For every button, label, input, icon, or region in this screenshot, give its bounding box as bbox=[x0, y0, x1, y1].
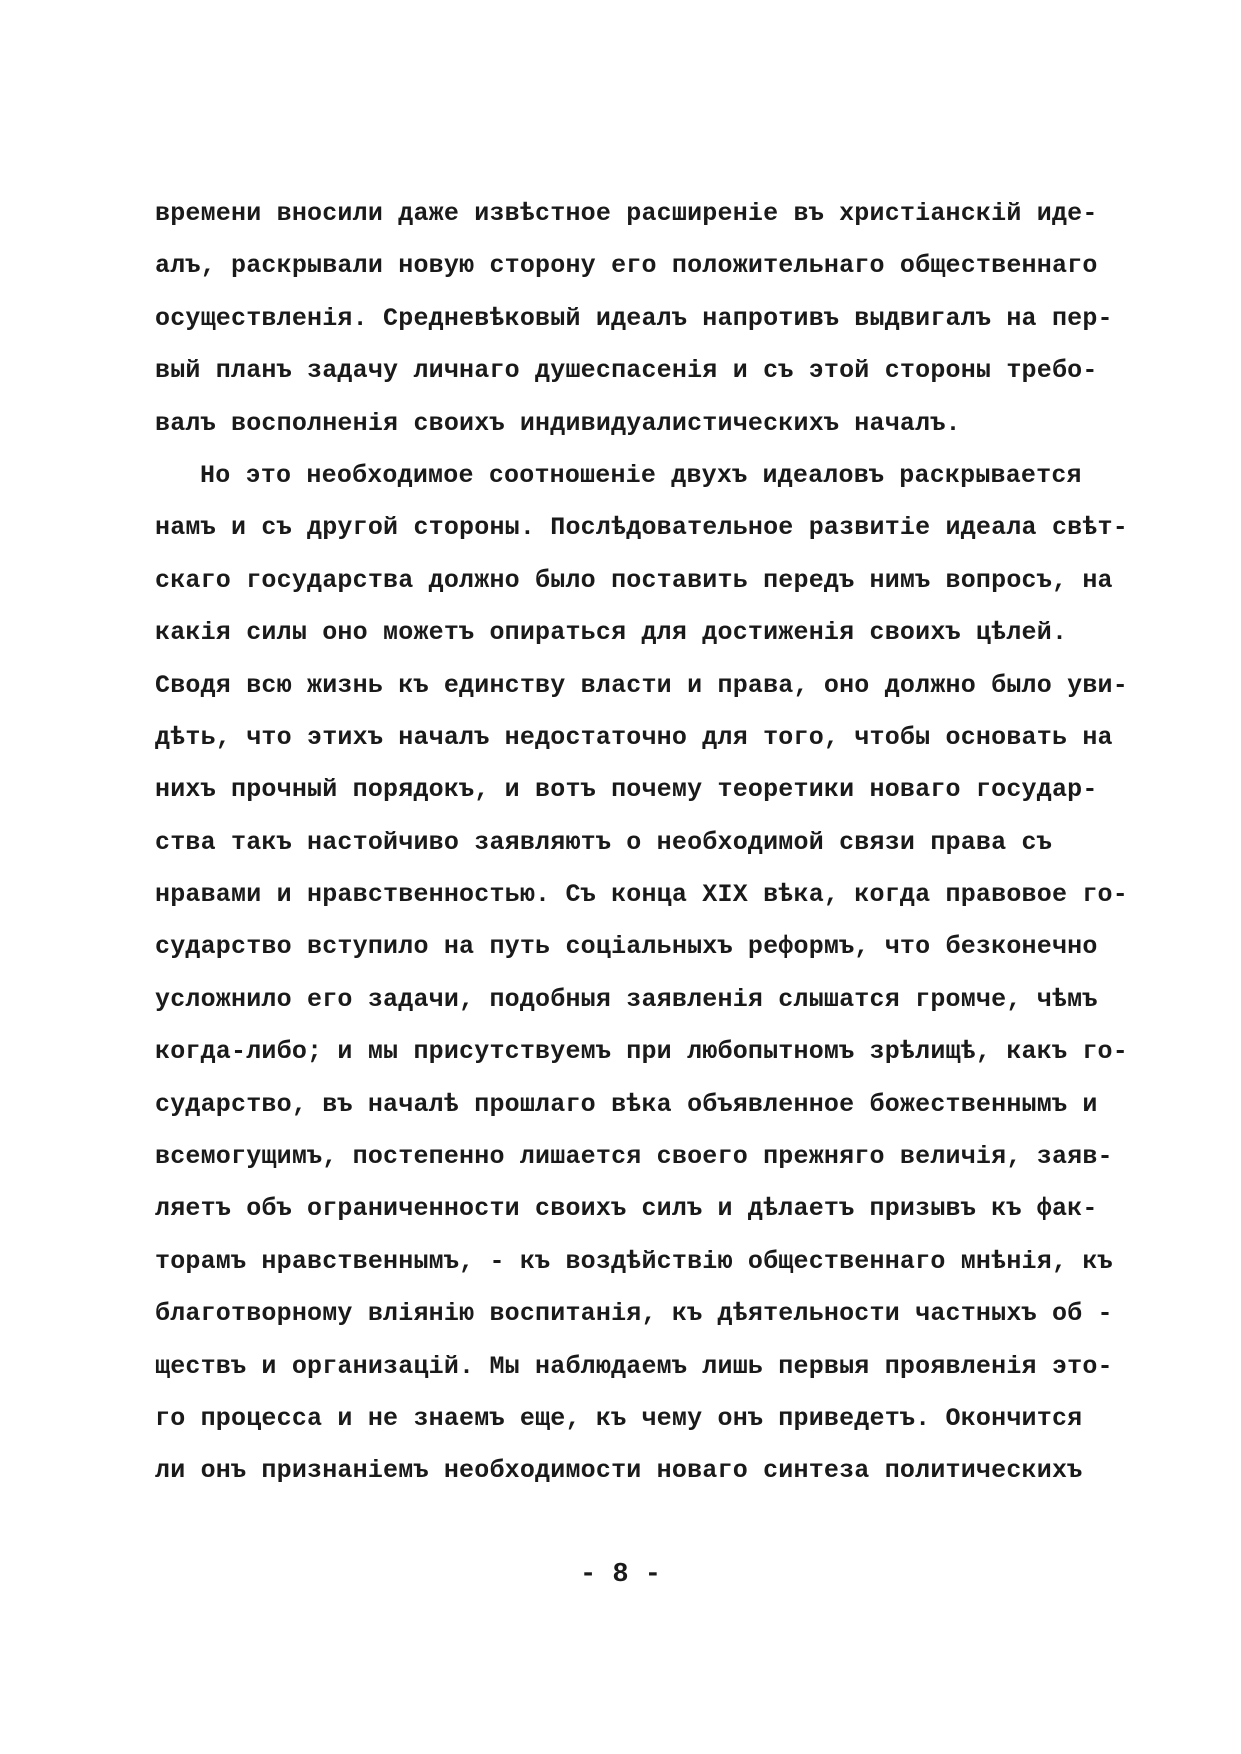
text-line: валъ восполненія своихъ индивидуалистическихъ началъ. bbox=[155, 408, 961, 438]
text-line: ства такъ настойчиво заявляютъ о необходимой связи права съ bbox=[155, 827, 1052, 857]
body-text bbox=[155, 188, 1128, 1498]
text-line: всемогущимъ, постепенно лишается своего прежняго величія, заяв- bbox=[155, 1142, 1113, 1172]
text-line: нравами и нравственностью. Съ конца XIX вѣка, когда правовое го- bbox=[155, 880, 1128, 910]
text-line: скаго государства должно было поставить передъ нимъ вопросъ, на bbox=[155, 565, 1113, 595]
text-line: дѣть, что этихъ началъ недостаточно для того, чтобы основать на bbox=[155, 722, 1113, 752]
text-line: го процесса и не знаемъ еще, къ чему онъ приведетъ. Окончится bbox=[155, 1403, 1083, 1433]
text-line: ли онъ признаніемъ необходимости новаго синтеза политическихъ bbox=[155, 1456, 1083, 1486]
text-line: сударство, въ началѣ прошлаго вѣка объявленное божественнымъ и bbox=[155, 1089, 1098, 1119]
text-line: усложнило его задачи, подобныя заявленія слышатся громче, чѣмъ bbox=[155, 984, 1098, 1014]
page-number: - 8 - bbox=[579, 1560, 661, 1590]
text-line: времени вносили даже извѣстное расширеніе въ христіанскій иде- bbox=[155, 199, 1098, 228]
text-line: нихъ прочный порядокъ, и вотъ почему теоретики новаго государ- bbox=[155, 775, 1098, 805]
text-line: торамъ нравственнымъ, - къ воздѣйствію общественнаго мнѣнія, къ bbox=[155, 1246, 1113, 1276]
text-line: алъ, раскрывали новую сторону его положительнаго общественнаго bbox=[155, 251, 1098, 281]
paragraph-start-line: Но это необходимое соотношеніе двухъ идеаловъ раскрывается bbox=[200, 460, 1082, 490]
text-line: ляетъ объ ограниченности своихъ силъ и дѣлаетъ призывъ къ фак- bbox=[155, 1194, 1098, 1224]
text-line: ществъ и организацій. Мы наблюдаемъ лишь первыя проявленія это- bbox=[155, 1351, 1113, 1381]
text-line: благотворному вліянію воспитанія, къ дѣятельности частныхъ об - bbox=[155, 1299, 1113, 1329]
text-line: сударство вступило на путь соціальныхъ реформъ, что безконечно bbox=[155, 932, 1098, 962]
text-line: осуществленія. Средневѣковый идеалъ напротивъ выдвигалъ на пер- bbox=[155, 303, 1113, 333]
text-line: когда-либо; и мы присутствуемъ при любопытномъ зрѣлищѣ, какъ го- bbox=[155, 1037, 1128, 1067]
text-line: какія силы оно можетъ опираться для достиженія своихъ цѣлей. bbox=[155, 618, 1068, 648]
text-line: вый планъ задачу личнаго душеспасенія и съ этой стороны требо- bbox=[155, 356, 1098, 386]
text-line: Сводя всю жизнь къ единству власти и права, оно должно было уви- bbox=[155, 670, 1128, 700]
text-line: намъ и съ другой стороны. Послѣдовательное развитіе идеала свѣт- bbox=[155, 513, 1128, 543]
